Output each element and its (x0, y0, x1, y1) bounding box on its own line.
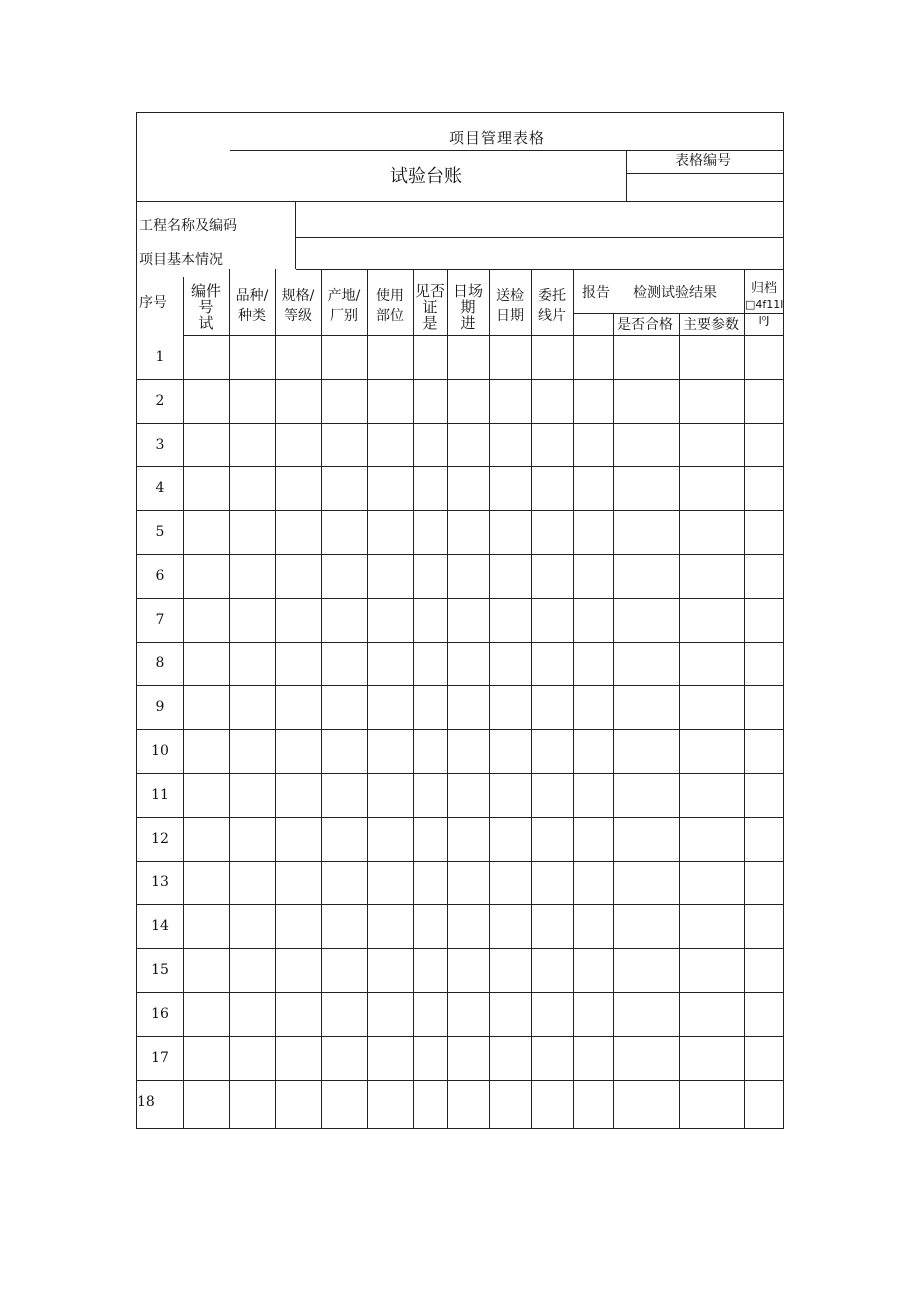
col-result: 检测试验结果 (633, 285, 717, 301)
col-line (613, 313, 614, 1129)
col-line (321, 269, 322, 1129)
row-line (136, 948, 784, 949)
col-witness-line3: 是 (422, 314, 438, 332)
col-date (447, 283, 489, 331)
row-line (136, 1080, 784, 1081)
col-variety-line1: 品种/ (235, 288, 269, 304)
form-top-title: 项目管理表格 (449, 129, 546, 147)
col-origin-line2: 厂别 (330, 308, 358, 324)
col-origin-line1: 产地/ (327, 288, 361, 304)
col-line (679, 313, 680, 1129)
header-bottom-line (136, 201, 784, 202)
col-code-line2: 号 (198, 298, 214, 316)
col-archive-line2: □4f11l (745, 298, 784, 311)
col-send-line1: 送检 (496, 288, 524, 304)
col-witness (413, 283, 447, 331)
col-archive-line1: 归档 (750, 281, 777, 296)
col-line (183, 277, 184, 1129)
col-line (744, 269, 745, 1129)
row-line (136, 992, 784, 993)
row-number: 17 (151, 1050, 169, 1066)
row-number: 12 (151, 831, 169, 847)
col-code-line1: 编件 (190, 282, 221, 300)
row-number: 11 (151, 787, 169, 803)
col-line (531, 269, 532, 1129)
col-line (275, 269, 276, 1129)
col-line (447, 269, 448, 1129)
col-spec-line2: 等级 (284, 308, 312, 324)
row-number: 9 (155, 699, 165, 715)
row-number: 13 (151, 874, 169, 890)
col-params: 主要参数 (683, 317, 739, 333)
col-witness-line2: 证 (422, 298, 438, 316)
row-line (136, 598, 784, 599)
col-archive-line3: l⁰J (758, 314, 770, 327)
row-number: 14 (151, 918, 169, 934)
col-usage (367, 286, 413, 326)
row-line (136, 773, 784, 774)
col-entrust-line1: 委托 (538, 288, 566, 304)
row-number: 15 (151, 962, 169, 978)
col-seq: 序号 (139, 295, 167, 311)
col-usage-line1: 使用 (376, 288, 404, 304)
row-number: 5 (155, 524, 165, 540)
col-date-line3: 进 (460, 314, 476, 332)
row-line (136, 423, 784, 424)
form-main-title: 试验台账 (390, 166, 462, 187)
col-date-line1: 日场 (452, 282, 483, 300)
row-number: 7 (155, 612, 165, 628)
row-line (136, 904, 784, 905)
col-witness-line1: 见否 (414, 282, 445, 300)
col-origin (321, 286, 367, 326)
col-entrust-line2: 线片 (538, 308, 566, 324)
col-send-line2: 日期 (496, 308, 524, 324)
row-line (136, 817, 784, 818)
col-spec (275, 286, 321, 326)
col-entrust (531, 286, 573, 326)
col-variety-line2: 种类 (238, 308, 266, 324)
col-line (413, 269, 414, 1129)
col-spec-line1: 规格/ (281, 288, 315, 304)
row-line (136, 379, 784, 380)
row-number: 2 (155, 393, 165, 409)
form-no-underline (626, 173, 784, 174)
row-line (136, 1036, 784, 1037)
col-variety (229, 286, 275, 326)
col-date-line2: 期 (460, 298, 476, 316)
col-line (573, 269, 574, 1129)
row-number: 8 (155, 655, 165, 671)
col-usage-line2: 部位 (376, 308, 404, 324)
project-name-label: 工程名称及编码 (139, 218, 237, 234)
info-bottom-line (296, 269, 784, 270)
col-archive (745, 281, 783, 329)
col-send-date (489, 286, 531, 326)
col-code (183, 283, 229, 331)
col-code-line3: 试 (198, 314, 214, 332)
col-line (229, 269, 230, 1129)
row-number: 1 (155, 349, 165, 365)
header-title-underline (230, 150, 784, 151)
row-number: 3 (155, 437, 165, 453)
row-number: 18 (137, 1094, 155, 1110)
row-line (136, 861, 784, 862)
header-body-separator (183, 335, 784, 336)
col-line (367, 269, 368, 1129)
row-line (136, 642, 784, 643)
col-qualified: 是否合格 (617, 317, 673, 333)
form-no-divider (626, 150, 627, 201)
project-basic-label: 项目基本情况 (139, 252, 223, 268)
form-frame (136, 112, 784, 1129)
row-line (136, 554, 784, 555)
row-number: 4 (155, 480, 165, 496)
row-line (136, 685, 784, 686)
row-line (136, 729, 784, 730)
col-line (489, 269, 490, 1129)
form-no-label: 表格编号 (675, 153, 731, 169)
row-number: 6 (155, 568, 165, 584)
col-report: 报告 (582, 285, 610, 301)
info-middle-line (295, 237, 784, 238)
row-line (136, 510, 784, 511)
info-label-divider (295, 201, 296, 269)
row-number: 10 (151, 743, 169, 759)
row-number: 16 (151, 1006, 169, 1022)
row-line (136, 466, 784, 467)
